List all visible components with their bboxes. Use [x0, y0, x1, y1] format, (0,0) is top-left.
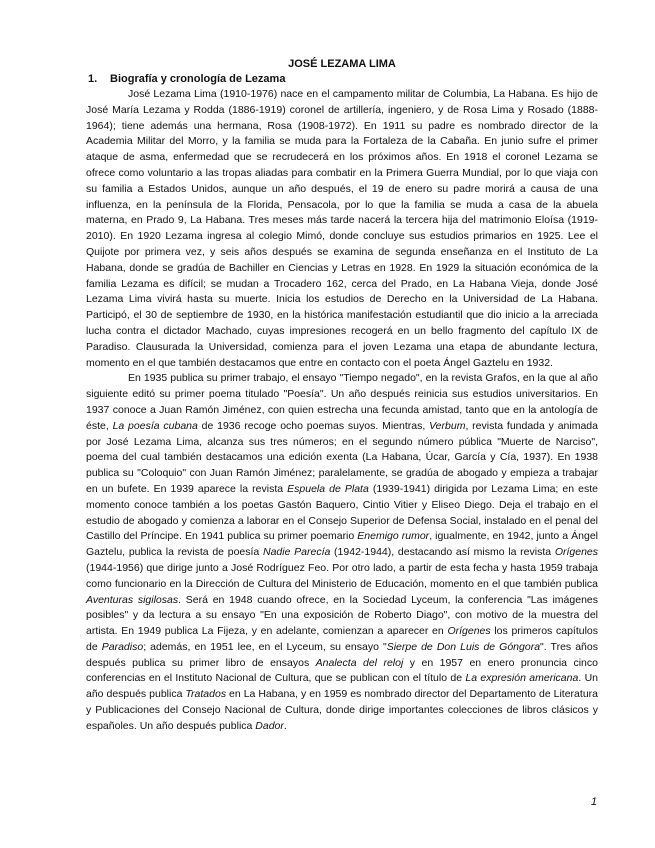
paragraph-text: ; además, en 1951 lee, en el Lyceum, su ensayo "	[143, 640, 387, 653]
italic-title-text: Tratados	[185, 688, 227, 701]
italic-title-text: Orígenes	[447, 625, 491, 638]
paragraph-text: ". Tres años después publica su primer libro de ensayos	[86, 640, 598, 669]
italic-title-text: Enemigo rumor	[357, 530, 430, 543]
document-title: JOSÉ LEZAMA LIMA	[288, 58, 396, 70]
italic-title-text: Orígenes	[554, 546, 599, 559]
italic-title-text: Analecta del reloj	[315, 656, 404, 669]
paragraph-text: José Lezama Lima (1910-1976) nace en el campamento militar de Columbia, La Habana. Es hijo de José María Lezama y Rodda (1886-1919) coronel de artillería, ingeniero, y de Rosa Lima y Rosado (1888-1964); tiene además una hermana, Rosa (1908-1972). En 1911 su padre es nombrado director de la Academia Militar del Morro, y la familia se muda para la Fortaleza de la Cabaña. En junio sufre el primer ataque de asma, enfermedad que se recrudecerá en los próximos años. En 1918 el coronel Lezama se ofrece como voluntario a las tropas aliadas para combatir en la Primera Guerra Mundial, por lo que viaja con su familia a Estados Unidos, aunque un año después, el 19 de enero su padre morirá a causa de una influenza, en la península de la Florida, Pensacola, por lo que la familia se muda a casa de la abuela materna, en Prado 9, La Habana. Tres meses más tarde nacerá la tercera hija del matrimonio Eloísa (1919-2010). En 1920 Lezama ingresa al colegio Mimó, donde concluye sus estudios primarios en 1925. Lee el Quijote por primera vez, y seis años después se examina de segunda enseñanza en el Instituto de La Habana, donde se gradúa de Bachiller en Ciencias y Letras en 1928. En 1929 la situación económica de la familia Lezama es difícil; se mudan a Trocadero 162, cerca del Prado, en La Habana Vieja, donde José Lezama Lima vivirá hasta su muerte. Inicia los estudios de Derecho en la Universidad de La Habana. Participó, el 30 de septiembre de 1930, en la histórica manifestación estudiantil que dio inicio a la arreciada lucha contra el dictador Machado, cuyas impresiones recogerá en un bello fragmento del capítulo IX de Paradiso. Clausurada la Universidad, comienza para el joven Lezama una etapa de abundante lectura, momento en el que también destacamos que entre en contacto con el poeta Ángel Gaztelu en 1932.	[86, 88, 598, 369]
paragraph-text: en La Habana, y en 1959 es nombrado director del Departamento de Literatura y Publicaciones del Consejo Nacional de Cultura, donde dirige importantes colecciones de libros clásicos y españoles. Un año después publica	[86, 688, 598, 732]
paragraph-text: (1939-1941) dirigida por Lezama Lima; en este momento conoce también a los poetas Gastón Baquero, Cintio Vitier y Eliseo Diego. Deja el trabajo en el estudio de abogado y comienza a laborar en el Consejo Superior de Defensa Social, instalado en el penal del Castillo del Príncipe. En 1941 publica su primer poemario	[86, 482, 598, 543]
paragraph-text: En 1935 publica su primer trabajo, el ensayo "Tiempo negado", en la revista Grafos, en la que al año siguiente editó su primer poema titulado "Poesía". Un año después reinicia sus estudios universitarios. En 1937 conoce a Juan Ramón Jiménez, con quien estrecha una fecunda amistad, tanto que en la antología de éste,	[86, 372, 598, 432]
paragraph	[86, 371, 598, 734]
paragraph-text: (1944-1956) que dirige junto a José Rodríguez Feo. Por otro lado, a partir de esta fecha y hasta 1959 trabaja como funcionario en la Dirección de Cultura del Ministerio de Educación, momento en el que también publica	[86, 561, 598, 590]
paragraph	[86, 87, 598, 371]
paragraph-text: , igualmente, en 1942, junto a Ángel Gaztelu, publica la revista de poesía	[86, 530, 599, 559]
paragraph-text: los primeros capítulos de	[86, 625, 598, 653]
italic-title-text: La expresión americana	[465, 672, 579, 685]
paragraph-text: . Será en 1948 cuando ofrece, en la Sociedad Lyceum, la conferencia "Las imágenes posibles" y da lectura a su ensayo "En una exposición de Roberto Diago", con motivo de la muestra del artista. En 1949 publica La Fijeza, y en adelante, comienzan a aparecer en	[86, 593, 598, 638]
italic-title-text: Verbum	[429, 419, 466, 432]
page-number: 1	[590, 796, 597, 808]
body-text	[86, 87, 598, 735]
italic-title-text: La poesía cubana	[112, 419, 198, 432]
italic-title-text: Dador	[255, 719, 284, 732]
document-page	[86, 58, 598, 735]
italic-title-text: Sierpe de Don Luis de Góngora	[386, 640, 541, 653]
paragraph-text: , revista fundada y animada por José Lezama Lima, alcanza sus tres números; en el segundo número pública "Muerte de Narciso", poema del cual también destacamos una edición exenta (La Habana, Úcar, García y Cía, 1937). En 1938 publica su "Coloquio" con Juan Ramón Jiménez; paralelamente, se gradúa de abogado y empieza a trabajar en un bufete. En 1939 aparece la revista	[86, 419, 598, 495]
section-number: 1.	[88, 73, 98, 85]
italic-title-text: Aventuras sigilosas	[86, 593, 179, 606]
paragraph-text: . Un año después publica	[86, 672, 598, 701]
paragraph-text: (1942-1944), destacando así mismo la revista	[330, 546, 555, 559]
section-heading-text: Biografía y cronología de Lezama	[110, 73, 286, 85]
section-heading	[86, 73, 598, 85]
italic-title-text: Nadie Parecía	[263, 546, 331, 559]
italic-title-text: Paradiso	[101, 640, 144, 653]
paragraph-text: y en 1957 en enero pronuncia cinco conferencias en el Instituto Nacional de Cultura, que se publican con el título de	[86, 656, 598, 685]
paragraph-text: .	[283, 719, 287, 732]
paragraph-text: de 1936 recoge ocho poemas suyos. Mientras,	[197, 419, 430, 432]
italic-title-text: Espuela de Plata	[287, 482, 369, 495]
